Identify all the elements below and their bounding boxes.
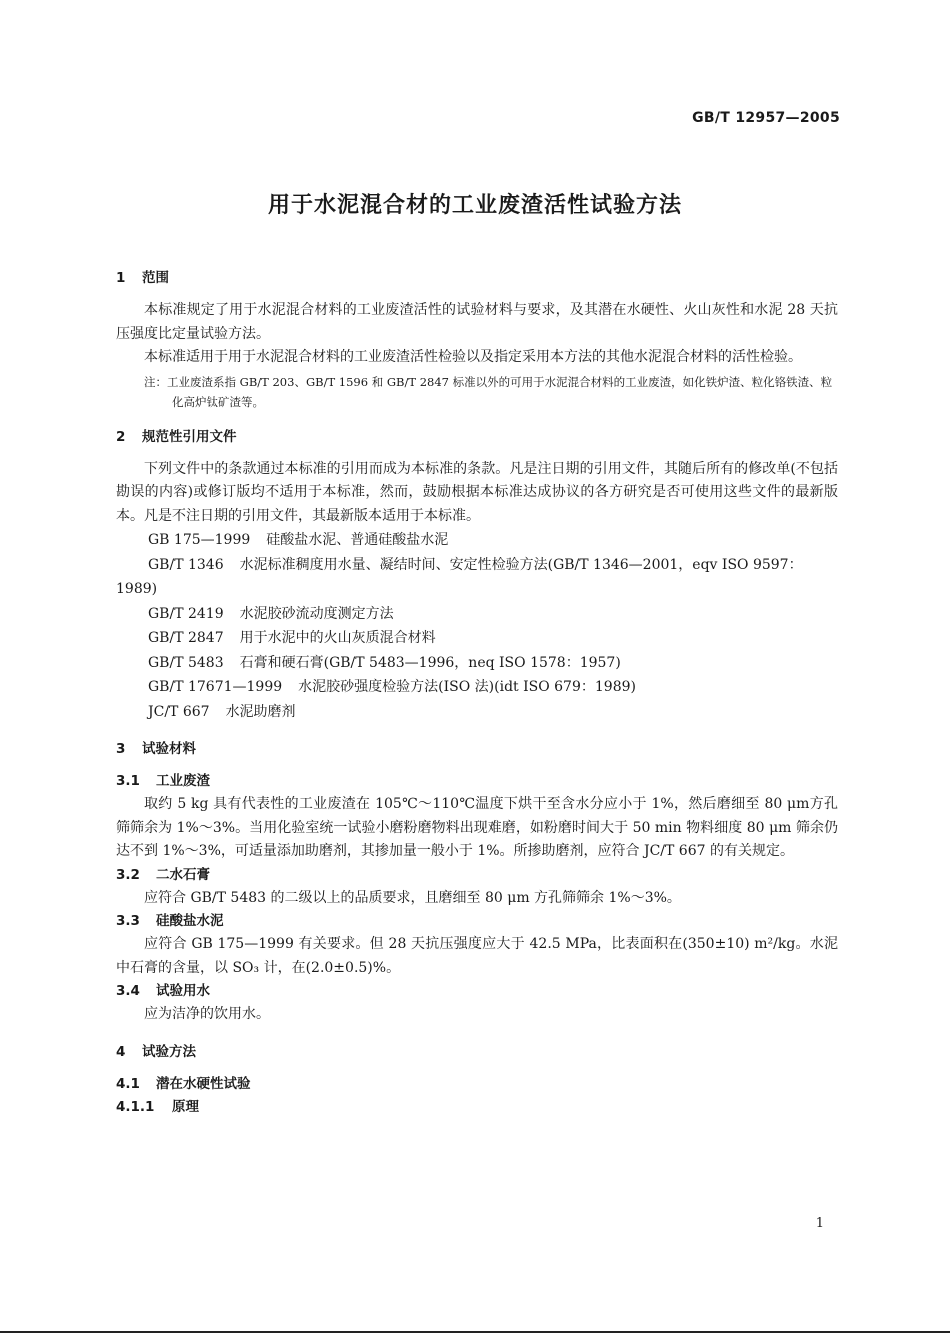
paragraph: 本标准适用于用于水泥混合材料的工业废渣活性检验以及指定采用本方法的其他水泥混合材料的活性检验。 (144, 349, 802, 365)
subsection-number: 4.1 (116, 1075, 140, 1092)
reference-code: GB 175—1999 (148, 532, 251, 548)
reference-title: 用于水泥中的火山灰质混合材料 (239, 630, 436, 646)
paragraph: 下列文件中的条款通过本标准的引用而成为本标准的条款。凡是注日期的引用文件，其随后所有的修改单(不包括勘误的内容)或修订版均不适用于本标准，然而，鼓励根据本标准达成协议的各方研究是否可使用这些文件的最新版本。凡是不注日期的引用文件，其最新版本适用于本标准。 (116, 460, 838, 524)
subsection-title: 原理 (172, 1098, 199, 1115)
standard-code: GB/T 12957—2005 (692, 110, 840, 126)
paragraph: 取约 5 kg 具有代表性的工业废渣在 105℃～110℃温度下烘干至含水分应小于 1%，然后磨细至 80 μm方孔筛筛余为 1%～3%。当用化验室统一试验小磨粉磨物料出现难磨，如粉磨时间大于 50 min 物料细度 80 μm 筛余仍达不到 1%～3%，可适量添加助磨剂，其掺加量一般小于 1%。所掺助磨剂，应符合 JC/T 667 的有关规定。 (116, 796, 838, 859)
section-number: 3 (116, 741, 126, 757)
reference-item (116, 675, 838, 700)
reference-title: 水泥标准稠度用水量、凝结时间、安定性检验方法(GB/T 1346—2001，eqv ISO 9597： (239, 556, 803, 573)
reference-code: JC/T 667 (148, 703, 210, 720)
paragraph: 应符合 GB/T 5483 的二级以上的品质要求，且磨细至 80 μm 方孔筛筛余 1%～3%。 (144, 889, 681, 906)
reference-item (116, 528, 838, 553)
reference-code: GB/T 17671—1999 (148, 679, 283, 695)
subsection-3-3-heading (116, 910, 838, 933)
subsection-3-4-heading (116, 980, 838, 1003)
page-number: 1 (815, 1216, 824, 1231)
section-number: 4 (116, 1043, 126, 1060)
section-title: 试验方法 (142, 1043, 196, 1060)
reference-continuation: 1989) (116, 581, 158, 597)
reference-item (116, 700, 838, 725)
subsection-3-1-heading (116, 770, 838, 793)
reference-title: 硅酸盐水泥、普通硅酸盐水泥 (266, 532, 449, 548)
subsection-title: 工业废渣 (156, 773, 210, 789)
subsection-number: 3.3 (116, 913, 140, 929)
section-title: 范围 (142, 270, 169, 286)
subsection-3-2-heading (116, 864, 838, 887)
subsection-4-1-1-heading (116, 1096, 838, 1119)
section-number: 2 (116, 428, 126, 445)
subsection-title: 二水石膏 (156, 866, 210, 883)
reference-item (116, 553, 838, 578)
document-title: 用于水泥混合材的工业废渣活性试验方法 (267, 193, 682, 218)
section-number: 1 (116, 270, 126, 286)
bottom-divider (0, 1331, 950, 1333)
reference-title: 水泥胶砂流动度测定方法 (239, 605, 394, 622)
reference-item (116, 626, 838, 651)
reference-title: 水泥助磨剂 (225, 703, 296, 720)
subsection-4-1-heading (116, 1073, 838, 1096)
section-1-heading (116, 265, 838, 291)
subsection-number: 3.1 (116, 773, 140, 789)
reference-title: 水泥胶砂强度检验方法(ISO 法)(idt ISO 679：1989) (298, 679, 636, 695)
reference-code: GB/T 1346 (148, 556, 224, 573)
paragraph: 应为洁净的饮用水。 (144, 1006, 270, 1022)
section-4-heading (116, 1039, 838, 1065)
subsection-number: 3.4 (116, 983, 140, 999)
reference-item (116, 602, 838, 627)
subsection-title: 试验用水 (156, 983, 210, 999)
reference-title: 石膏和硬石膏(GB/T 5483—1996，neq ISO 1578：1957) (239, 654, 621, 671)
reference-code: GB/T 2419 (148, 605, 224, 622)
reference-item (116, 651, 838, 676)
subsection-title: 硅酸盐水泥 (156, 913, 224, 929)
paragraph: 应符合 GB 175—1999 有关要求。但 28 天抗压强度应大于 42.5 MPa，比表面积在(350±10) m²/kg。水泥中石膏的含量，以 SO₃ 计，在(2.0±0.5)%。 (116, 936, 838, 976)
subsection-number: 4.1.1 (116, 1098, 155, 1115)
reference-code: GB/T 2847 (148, 630, 224, 646)
paragraph: 本标准规定了用于水泥混合材料的工业废渣活性的试验材料与要求，及其潜在水硬性、火山灰性和水泥 28 天抗压强度比定量试验方法。 (116, 302, 838, 342)
section-title: 试验材料 (142, 741, 196, 757)
section-2-heading (116, 424, 838, 450)
section-title: 规范性引用文件 (142, 428, 237, 445)
section-3-heading (116, 736, 838, 762)
note: 注：工业废渣系指 GB/T 203、GB/T 1596 和 GB/T 2847 标准以外的可用于水泥混合材料的工业废渣，如化铁炉渣、粒化铬铁渣、粒化高炉钛矿渣等。 (144, 374, 833, 409)
document-body (116, 265, 838, 1119)
reference-code: GB/T 5483 (148, 654, 224, 671)
subsection-number: 3.2 (116, 866, 140, 883)
subsection-title: 潜在水硬性试验 (156, 1075, 251, 1092)
